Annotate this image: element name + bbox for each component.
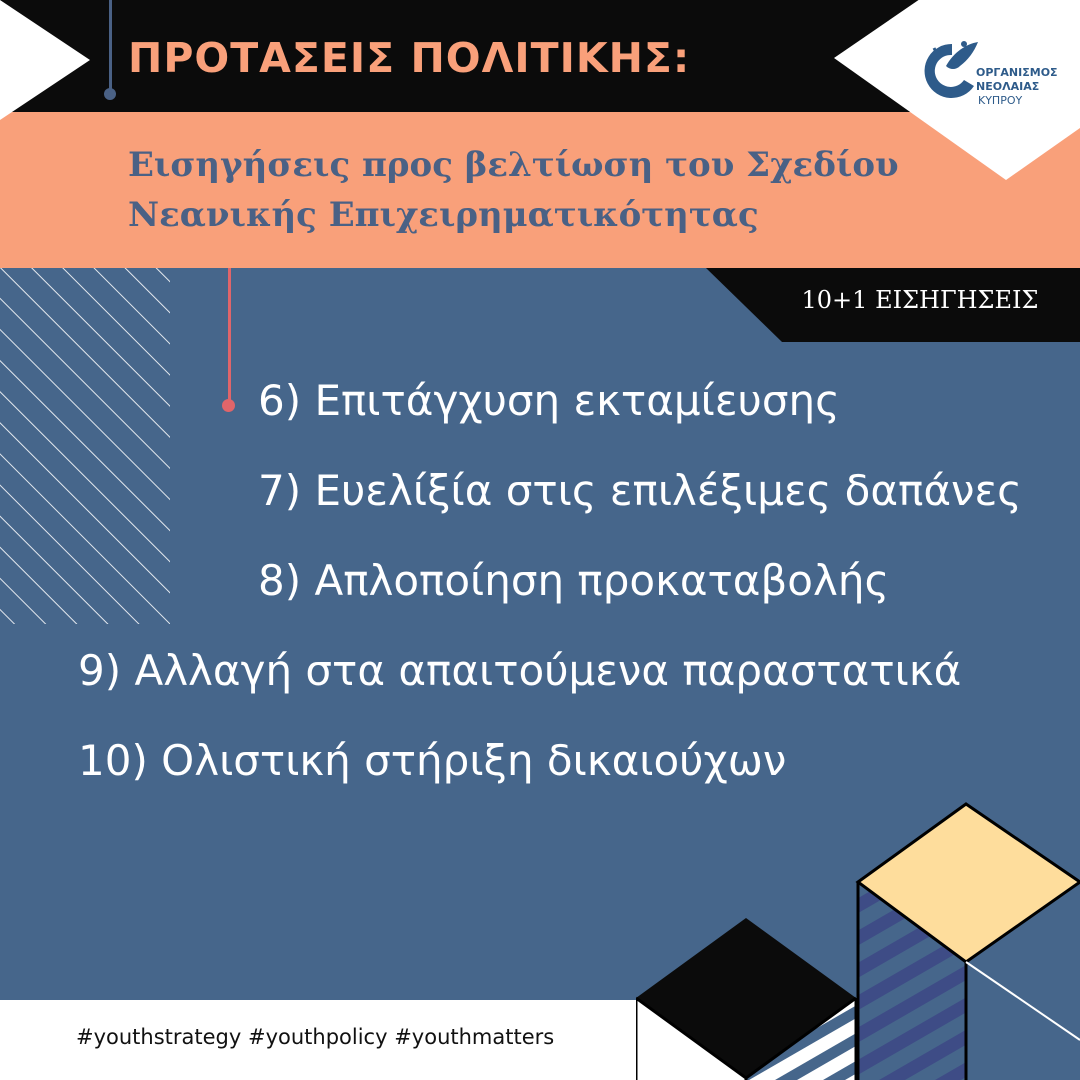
list-item: 8) Απλοποίηση προκαταβολής	[258, 556, 890, 605]
title-connector-line	[109, 0, 112, 90]
list-item: 9) Αλλαγή στα απαιτούμενα παραστατικά	[78, 646, 962, 695]
list-item: 10) Ολιστική στήριξη δικαιούχων	[78, 736, 787, 785]
hashtags: #youthstrategy #youthpolicy #youthmatters	[76, 1025, 555, 1049]
logo-text-line2: ΝΕΟΛΑΙΑΣ	[976, 80, 1040, 93]
list-item: 6) Επιτάγχυση εκταμίευσης	[258, 376, 840, 425]
cubes-decoration	[636, 800, 1080, 1080]
subtitle-line-2: Νεανικής Επιχειρηματικότητας	[128, 195, 759, 235]
page-title: ΠΡΟΤΑΣΕΙΣ ΠΟΛΙΤΙΚΗΣ:	[128, 34, 691, 82]
logo-dove-icon	[916, 34, 982, 104]
logo-text-line3: ΚΥΠΡΟΥ	[978, 94, 1023, 107]
list-item: 7) Ευελίξία στις επιλέξιμες δαπάνες	[258, 466, 1022, 515]
logo-text-line1: ΟΡΓΑΝΙΣΜΟΣ	[976, 66, 1058, 79]
bullet-connector-line	[228, 268, 231, 402]
subtitle	[128, 140, 988, 240]
header-left-triangle	[0, 0, 90, 120]
bullet-dot-icon	[222, 399, 235, 412]
recommendations-badge: 10+1 ΕΙΣΗΓΗΣΕΙΣ	[801, 286, 1039, 314]
subtitle-line-1: Εισηγήσεις προς βελτίωση του Σχεδίου	[128, 145, 899, 185]
diagonal-stripes-decoration	[0, 268, 170, 624]
title-connector-dot	[104, 88, 116, 100]
